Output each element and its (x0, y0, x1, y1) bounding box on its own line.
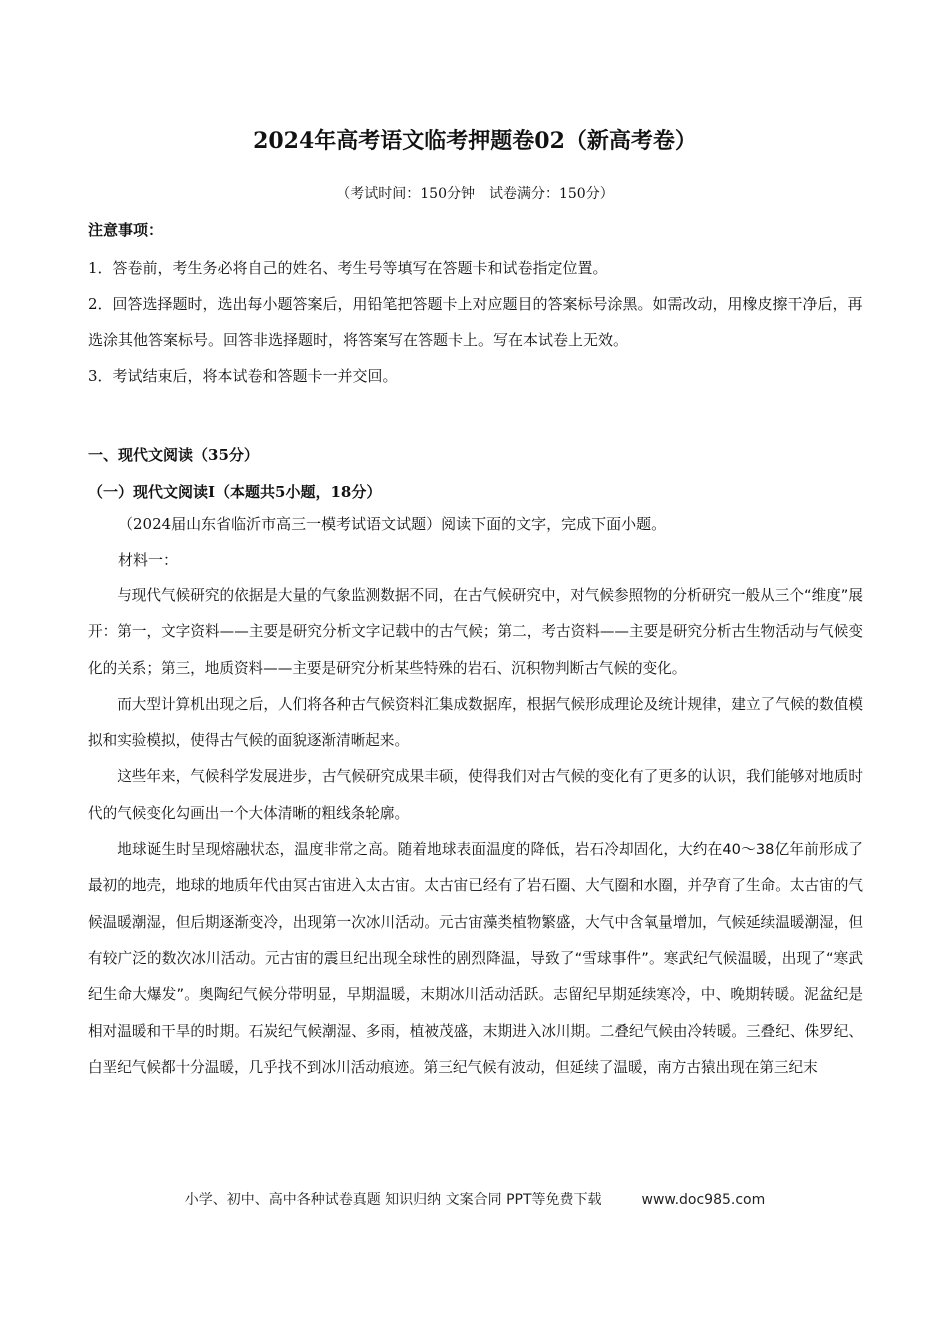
page-footer (0, 1188, 950, 1212)
notice-item-1: 1．答卷前，考生务必将自己的姓名、考生号等填写在答题卡和试卷指定位置。 (88, 259, 608, 277)
source-note: （2024届山东省临沂市高三一模考试语文试题）阅读下面的文字，完成下面小题。 (118, 515, 667, 533)
paragraph-2: 而大型计算机出现之后，人们将各种古气候资料汇集成数据库，根据气候形成理论及统计规律，建立了气候的数值模拟和实验模拟，使得古气候的面貌逐渐清晰起来。 (88, 695, 863, 750)
notice-item-2: 2．回答选择题时，选出每小题答案后，用铅笔把答题卡上对应题目的答案标号涂黑。如需改动，用橡皮擦干净后，再选涂其他答案标号。回答非选择题时，将答案写在答题卡上。写在本试卷上无效。 (88, 295, 863, 349)
notice-item-3: 3．考试结束后，将本试卷和答题卡一并交回。 (88, 367, 398, 385)
paragraph-3: 这些年来，气候科学发展进步，古气候研究成果丰硕，使得我们对古气候的变化有了更多的认识，我们能够对地质时代的气候变化勾画出一个大体清晰的粗线条轮廓。 (88, 768, 863, 822)
paragraph-4: 地球诞生时呈现熔融状态，温度非常之高。随着地球表面温度的降低，岩石冷却固化，大约在40～38亿年前形成了最初的地壳，地球的地质年代由冥古宙进入太古宙。太古宙已经有了岩石圈、大气圈和水圈，并孕育了生命。太古宙的气候温暖潮湿，但后期逐渐变冷，出现第一次冰川活动。元古宙藻类植物繁盛，大气中含氧量增加，气候延续温暖潮湿，但有较广泛的数次冰川活动。元古宙的震旦纪出现全球性的剧烈降温，导致了“雪球事件”。寒武纪气候温暖，出现了“寒武纪生命大爆发”。奥陶纪气候分带明显，早期温暖，末期冰川活动活跃。志留纪早期延续寒冷，中、晚期转暖。泥盆纪是相对温暖和干旱的时期。石炭纪气候潮湿、多雨，植被茂盛，末期进入冰川期。二叠纪气候由冷转暖。三叠纪、侏罗纪、白垩纪气候都十分温暖，几乎找不到冰川活动痕迹。第三纪气候有波动，但延续了温暖，南方古猿出现在第三纪末 (88, 841, 863, 1076)
paragraph-1: 与现代气候研究的依据是大量的气象监测数据不同，在古气候研究中，对气候参照物的分析研究一般从三个“维度”展开：第一，文字资料——主要是研究分析文字记载中的古气候；第二，考古资料——主要是研究分析古生物活动与气候变化的关系；第三，地质资料——主要是研究分析某些特殊的岩石、沉积物判断古气候的变化。 (88, 587, 863, 677)
notice-block (88, 218, 868, 394)
section-heading: 一、现代文阅读（35分） (88, 446, 259, 464)
exam-info: （考试时间：150分钟 试卷满分：150分） (336, 186, 614, 202)
footer-url[interactable]: www.doc985.com (641, 1192, 766, 1208)
page-title: 2024年高考语文临考押题卷02（新高考卷） (253, 128, 697, 154)
footer-text: 小学、初中、高中各种试卷真题 知识归纳 文案合同 PPT等免费下载 (184, 1192, 602, 1208)
notice-heading: 注意事项： (88, 221, 164, 239)
material-label: 材料一： (118, 551, 179, 569)
question-intro (88, 512, 868, 572)
reading-passage (88, 578, 863, 1086)
subsection-heading: （一）现代文阅读Ⅰ（本题共5小题，18分） (88, 483, 382, 501)
